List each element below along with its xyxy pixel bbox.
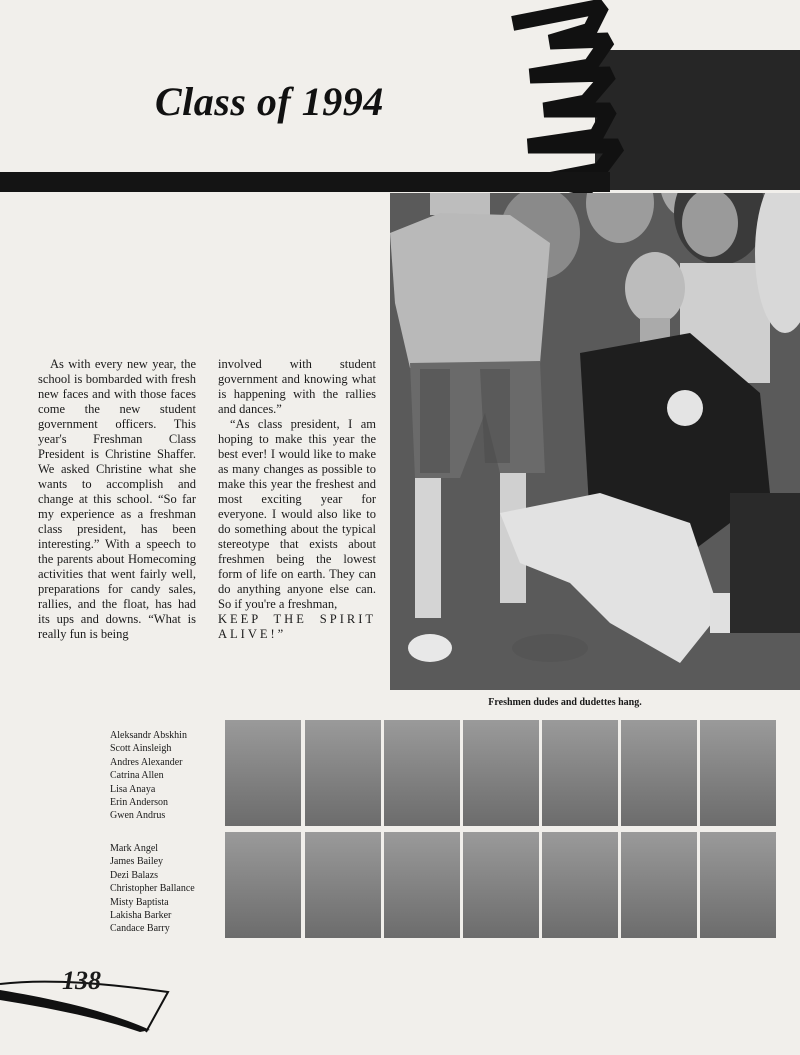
student-name: Dezi Balazs <box>110 869 159 881</box>
student-portrait <box>384 720 460 826</box>
student-portrait <box>621 720 697 826</box>
student-name: Christopher Ballance <box>110 883 195 895</box>
student-name: James Bailey <box>110 856 164 868</box>
student-name: Aleksandr Abskhin <box>110 730 187 741</box>
student-portrait <box>305 720 381 826</box>
article-column-1 <box>38 357 196 642</box>
student-name: Catrina Allen <box>110 770 164 782</box>
student-name: Mark Angel <box>110 843 159 854</box>
keep-the-spirit-alive: KEEP THE SPIRIT ALIVE!” <box>218 612 376 641</box>
student-name: Lakisha Barker <box>110 910 172 922</box>
student-portrait <box>542 720 618 826</box>
photo-caption: Freshmen dudes and dudettes hang. <box>488 697 642 708</box>
student-portrait <box>305 832 381 938</box>
student-name: Scott Ainsleigh <box>110 743 172 755</box>
article-paragraph: “As class president, I am hoping to make this year the best ever! I would like to make as many changes as possible to make this year the freshest and most exciting year for everyone. I would also like to do something about the typical stereotype that exists about freshmen being the lowest form of life on earth. They can do anything anyone else can. So if you're a freshman, <box>218 417 376 611</box>
student-portrait <box>225 832 301 938</box>
group-photo <box>390 193 800 690</box>
student-portrait <box>700 720 776 826</box>
student-portrait <box>463 720 539 826</box>
page-number: 138 <box>62 966 101 995</box>
article-paragraph: As with every new year, the school is bombarded with fresh new faces and with those faces come the new student government officers. This year's Freshman Class President is Christine Shaffer. We asked Christine what she wants to accomplish and change at this school. “So far my experience as a freshman class president, has been interesting.” With a speech to the parents about Homecoming activities that went fairly well, preparations for candy sales, rallies, and the float, has had its ups and downs. “What is really fun is being <box>38 357 196 641</box>
portrait-names-row-1 <box>110 729 218 823</box>
page-title: Class of 1994 <box>155 79 384 124</box>
header-rule <box>0 172 610 192</box>
article-column-2 <box>218 357 376 642</box>
brush-stroke-graphic <box>490 0 630 195</box>
portrait-names-row-2 <box>110 842 218 936</box>
student-name: Erin Anderson <box>110 797 169 809</box>
student-portrait <box>463 832 539 938</box>
student-name: Misty Baptista <box>110 896 169 908</box>
student-portrait <box>225 720 301 826</box>
student-name: Andres Alexander <box>110 756 183 768</box>
student-portrait <box>700 832 776 938</box>
article-paragraph: involved with student government and knowing what is happening with the rallies and dances.” <box>218 357 376 416</box>
student-name: Gwen Andrus <box>110 810 166 822</box>
student-portrait <box>542 832 618 938</box>
student-portrait <box>621 832 697 938</box>
student-name: Candace Barry <box>110 923 170 935</box>
student-name: Lisa Anaya <box>110 783 156 795</box>
student-portrait <box>384 832 460 938</box>
